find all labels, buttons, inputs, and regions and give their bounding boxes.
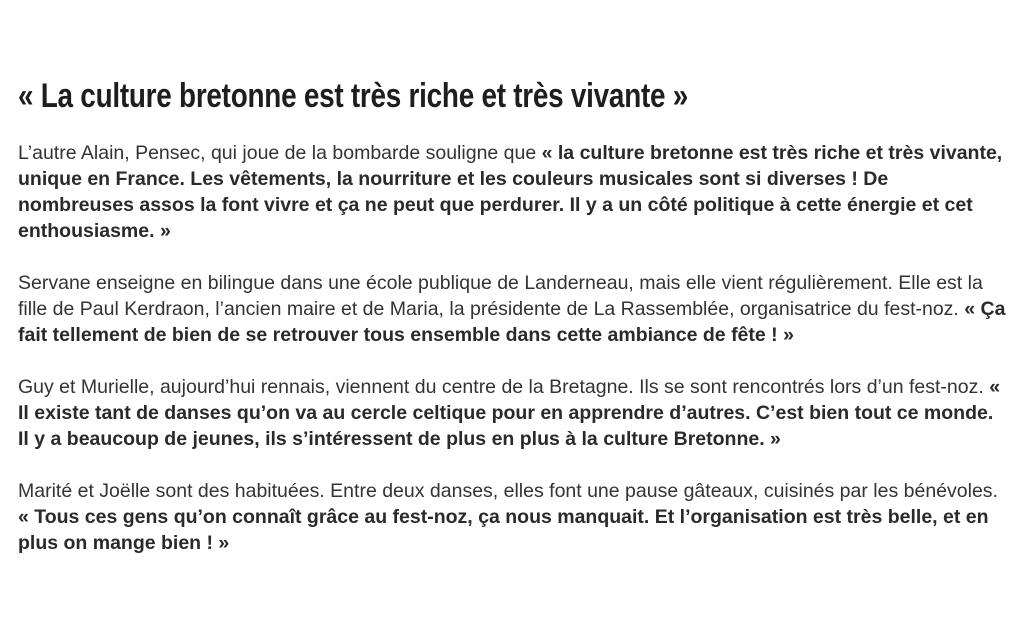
paragraph-alain-pensec — [18, 140, 1008, 244]
paragraph-quote: « la culture bretonne est très riche et très vivante, unique en France. Les vêtements, la nourriture et les couleurs musicales sont si diverses ! De nombreuses assos la font vivre et ça ne peut que perdurer. Il y a un côté politique à cette énergie et cet enthousiasme. » — [18, 142, 1003, 242]
paragraph-guy-murielle — [18, 374, 1008, 452]
paragraph-text: Servane enseigne en bilingue dans une école publique de Landerneau, mais elle vient régulièrement. Elle est la fille de Paul Kerdraon, l’ancien maire et de Maria, la présidente de La Rassemblée, organisatrice du fest-noz. — [18, 272, 983, 320]
paragraph-servane — [18, 270, 1008, 348]
paragraph-text: Guy et Murielle, aujourd’hui rennais, viennent du centre de la Bretagne. Ils se sont rencontrés lors d’un fest-noz. — [18, 376, 990, 398]
paragraph-quote: « Tous ces gens qu’on connaît grâce au fest-noz, ça nous manquait. Et l’organisation est très belle, et en plus on mange bien ! » — [18, 506, 989, 554]
article — [18, 76, 1008, 582]
paragraph-quote: « Il existe tant de danses qu’on va au cercle celtique pour en apprendre d’autres. C’est bien tout ce monde. Il y a beaucoup de jeunes, ils s’intéressent de plus en plus à la culture Bretonne. » — [18, 376, 1001, 450]
paragraph-quote: « Ça fait tellement de bien de se retrouver tous ensemble dans cette ambiance de fête ! » — [18, 298, 1006, 346]
article-heading: « La culture bretonne est très riche et très vivante » — [18, 77, 689, 115]
paragraph-marite-joelle — [18, 478, 1008, 556]
paragraph-text: Marité et Joëlle sont des habituées. Entre deux danses, elles font une pause gâteaux, cuisinés par les bénévoles. — [18, 480, 998, 502]
paragraph-text: L’autre Alain, Pensec, qui joue de la bombarde souligne que — [18, 142, 542, 164]
